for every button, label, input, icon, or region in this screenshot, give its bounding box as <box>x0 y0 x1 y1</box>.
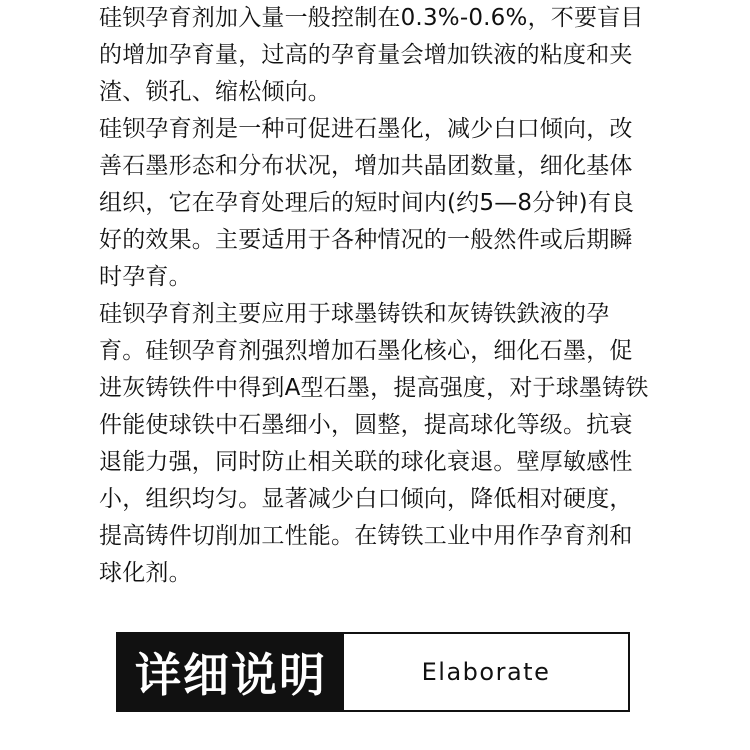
paragraph-application: 硅钡孕育剂主要应用于球墨铸铁和灰铸铁鉄液的孕育。硅钡孕育剂强烈增加石墨化核心，细化石墨，促进灰铸铁件中得到A型石墨，提高强度，对于球墨铸铁件能使球铁中石墨细小，圆整，提高球化等级。抗衰退能力强，同时防止相关联的球化衰退。壁厚敏感性小，组织均匀。显著减少白口倾向，降低相对硬度，提高铸件切削加工性能。在铸铁工业中用作孕育剂和球化剂。 <box>99 301 649 586</box>
article-body <box>99 0 651 592</box>
paragraph-function: 硅钡孕育剂是一种可促进石墨化，减少白口倾向，改善石墨形态和分布状况，增加共晶团数量，细化基体组织，它在孕育处理后的短时间内(约5—8分钟)有良好的效果。主要适用于各种情况的一般然件或后期瞬时孕育。 <box>99 116 635 290</box>
section-title-cn: 详细说明 <box>118 634 344 710</box>
section-header-elaborate <box>116 632 630 712</box>
paragraph-dosage: 硅钡孕育剂加入量一般控制在0.3%-0.6%，不要盲目的增加孕育量，过高的孕育量会增加铁液的粘度和夹渣、锁孔、缩松倾向。 <box>99 5 644 105</box>
section-title-en: Elaborate <box>421 658 551 686</box>
